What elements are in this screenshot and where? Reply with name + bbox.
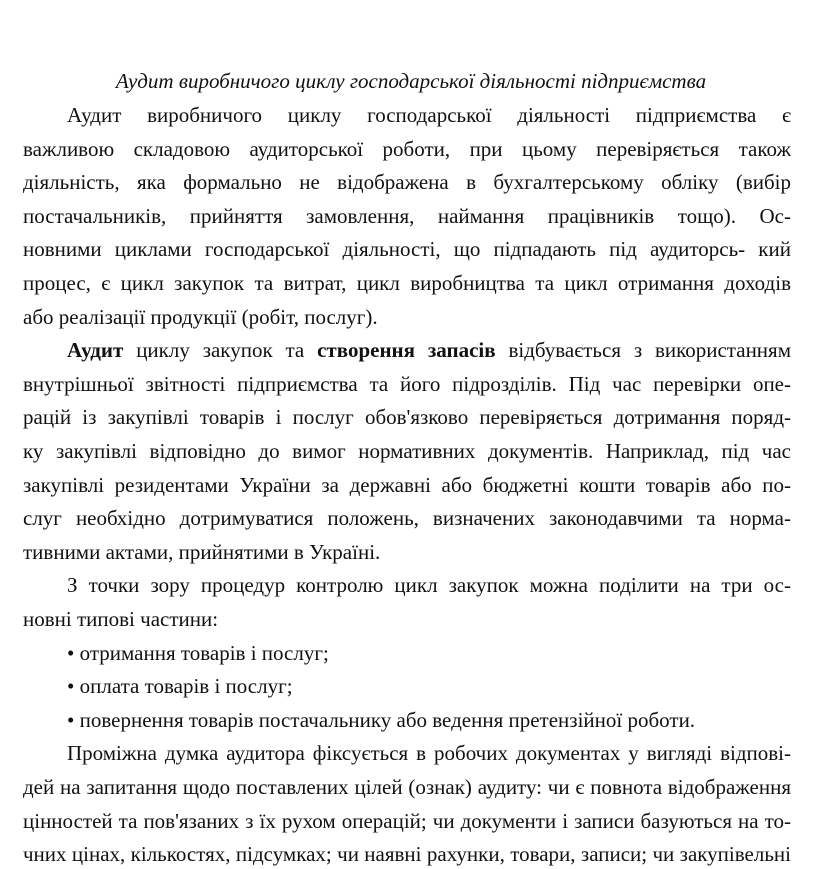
- text-line: діяльність, яка формально не відображена в бухгалтерському обліку (вибір: [23, 170, 791, 195]
- text-line: внутрішньої звітності підприємства та його підрозділів. Під час перевірки опе-: [23, 371, 791, 396]
- text-run: циклу закупок та: [123, 338, 318, 363]
- text-line: Аудит виробничого циклу господарської діяльності підприємства є: [67, 103, 791, 127]
- text-line: цінностей та пов'язаних з їх рухом операцій; чи документи і записи базуються на то-: [23, 808, 791, 833]
- text-line: постачальників, прийняття замовлення, наймання працівників тощо). Ос-: [23, 203, 791, 228]
- text-line: процес, є цикл закупок та витрат, цикл виробництва та цикл отримання доходів: [23, 271, 791, 295]
- text-line: тивними актами, прийнятими в Україні.: [23, 539, 381, 564]
- section-heading: Аудит виробничого циклу господарської діяльності підприємства: [115, 69, 707, 93]
- list-item: • отримання товарів і послуг;: [67, 640, 329, 665]
- text-line: З точки зору процедур контролю цикл закупок можна поділити на три ос-: [67, 573, 791, 598]
- list-item: • повернення товарів постачальнику або ведення претензійної роботи.: [67, 707, 696, 732]
- text-line: новні типові частини:: [23, 607, 219, 631]
- text-line: новними циклами господарської діяльності, що підпадають під аудиторсь- кий: [23, 237, 791, 262]
- text-line: [67, 335, 791, 365]
- bold-term: створення запасів: [317, 338, 496, 363]
- bold-term: Аудит: [67, 338, 124, 363]
- list-item: • оплата товарів і послуг;: [67, 674, 293, 699]
- text-run: відбувається з використанням: [495, 338, 791, 363]
- text-line: або реалізації продукції (робіт, послуг).: [23, 304, 378, 329]
- text-line: чних цінах, кількостях, підсумках; чи наявні рахунки, товари, записи; чи закупівельні: [23, 842, 791, 867]
- text-line: Проміжна думка аудитора фіксується в робочих документах у вигляді відпові-: [67, 741, 791, 766]
- text-line: ку закупівлі відповідно до вимог нормативних документів. Наприклад, під час: [23, 439, 791, 463]
- text-line: закупівлі резидентами України за державні або бюджетні кошти товарів або по-: [23, 472, 791, 497]
- text-line: слуг необхідно дотримуватися положень, визначених законодавчими та норма-: [23, 506, 791, 531]
- text-line: важливою складовою аудиторської роботи, при цьому перевіряється також: [23, 136, 791, 161]
- text-line: дей на запитання щодо поставлених цілей (ознак) аудиту: чи є повнота відображення: [23, 775, 791, 799]
- text-line: рацій із закупівлі товарів і послуг обов'язково перевіряється дотримання поряд-: [23, 405, 791, 430]
